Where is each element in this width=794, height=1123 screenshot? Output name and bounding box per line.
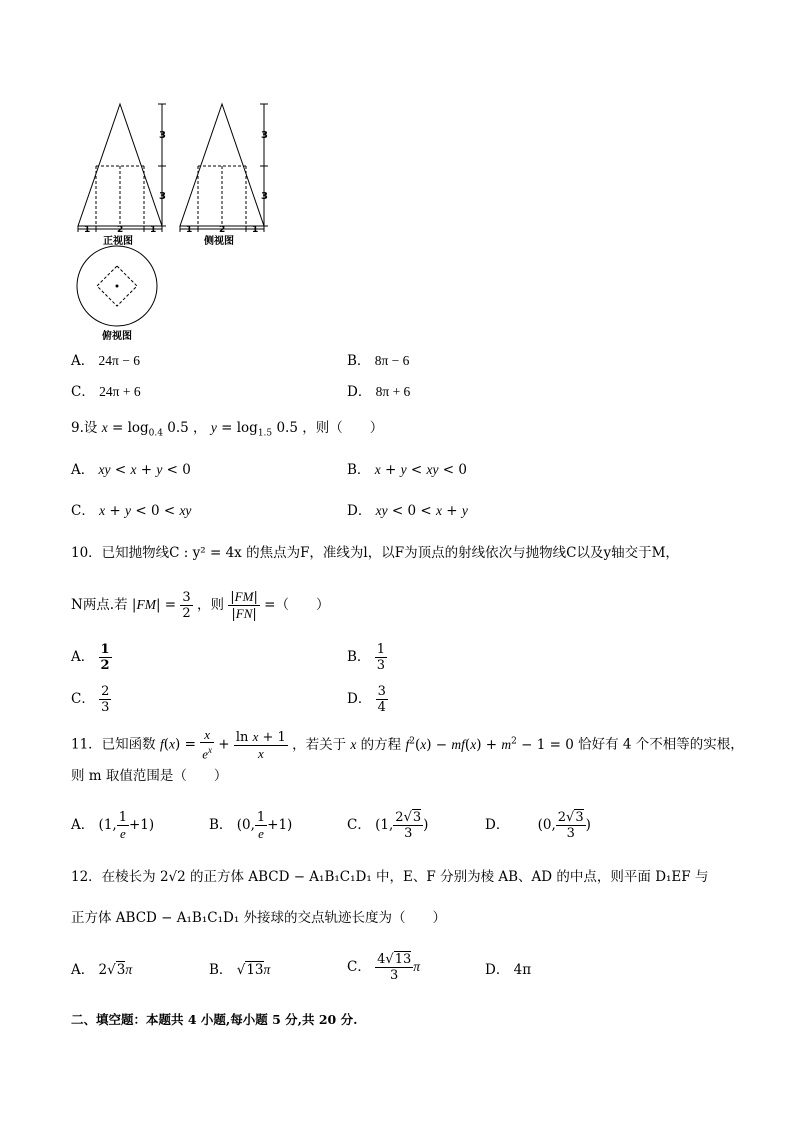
q9-d-label: D． [347, 503, 372, 519]
q10-line2-suffix: =（ ） [264, 597, 330, 613]
q12-d-label: D． [485, 962, 510, 978]
q9-option-d: D． xy < 0 < x + y [347, 503, 468, 519]
q12-line2: 正方体 ABCD − A₁B₁C₁D₁ 外接球的交点轨迹长度为（ ） [71, 910, 447, 926]
q12-d-text: 4π [513, 962, 532, 978]
side-dim-left: 1 [186, 225, 193, 235]
front-view [78, 104, 162, 232]
q11-option-b: B． (0, $\frac{1}{e}$ +1) [209, 810, 293, 841]
q10-line1: 10．已知抛物线C : y² = 4x 的焦点为F，准线为l，以F为顶点的射线依次与抛物线C以及y轴交于M， [71, 545, 679, 561]
q10-option-c: C． $\frac{2}{3}$ [71, 684, 110, 715]
q10-a-label: A． [71, 649, 95, 665]
q10-option-d: D． $\frac{3}{4}$ [347, 684, 386, 715]
q12-option-c: C． $\frac{4√13}{3}$ π [347, 952, 421, 983]
q9-c-label: C． [71, 503, 95, 519]
q8-d-label: D． [347, 384, 372, 400]
side-dim-right: 1 [252, 225, 259, 235]
q12-option-d [485, 960, 531, 980]
q8-c-text: 24π + 6 [99, 384, 141, 399]
q12-option-b: B． √13π [209, 962, 271, 978]
q10-c-label: C． [71, 691, 95, 707]
front-view-label: 正视图 [103, 236, 133, 247]
q9-a-label: A． [71, 462, 95, 478]
q9-b-label: B． [347, 462, 371, 478]
side-dim-mid: 2 [219, 225, 226, 235]
q8-b-label: B． [347, 353, 371, 369]
q12-option-a: A． 2√3π [71, 962, 133, 978]
top-view-label: 俯视图 [102, 331, 132, 342]
q10-line2: N两点.若 |FM| = $\frac{3}{2}$ ，则 $\frac{|FM|}{|FN|}$ =（ ） [71, 589, 330, 622]
q9-option-a: A． xy < x + y < 0 [71, 462, 191, 478]
q9-stem: 9.设 $x = \log_{0.4} 0.5$ ， $y = \log_{1.5} 0.5$ ，则（ ） [71, 420, 384, 439]
q11-line1: 11．已知函数 f(x) = $\frac{x}{e^x}$ + $\frac{\text{ln x + 1}}{x}$ ，若关于 x 的方程 $f^2(x) - mf(x) + m^2 - 1 = 0$ 恰好有 4 个不相等的实根， [71, 727, 744, 762]
three-view-figure [70, 96, 280, 346]
q11-b-label: B． [209, 817, 233, 833]
q8-option-c [71, 382, 141, 402]
q11-line1-prefix: 11．已知函数 [71, 736, 156, 753]
side-dim-bottom: 3 [261, 191, 268, 202]
section2-title: 二、填空题：本题共 4 小题,每小题 5 分,共 20 分. [71, 1012, 358, 1027]
q9-option-b: B． x + y < xy < 0 [347, 462, 467, 478]
side-view-label: 侧视图 [204, 236, 234, 247]
q8-d-text: 8π + 6 [375, 384, 411, 399]
q9-option-c: C． x + y < 0 < xy [71, 503, 192, 519]
q8-option-b [347, 351, 409, 371]
q8-a-label: A． [71, 353, 95, 369]
q11-c-label: C． [347, 817, 371, 833]
q10-line2-prefix: N两点.若 [71, 597, 128, 613]
q12-line1: 12．在棱长为 2√2 的正方体 ABCD − A₁B₁C₁D₁ 中，E、F 分别为棱 AB、AD 的中点，则平面 D₁EF 与 [71, 869, 709, 885]
q9-formula: x [101, 420, 108, 435]
q8-b-text: 8π − 6 [374, 353, 410, 368]
front-dim-bottom: 3 [159, 191, 166, 202]
q8-a-text: 24π − 6 [98, 353, 140, 368]
q8-option-d [347, 382, 410, 402]
front-dim-mid: 2 [117, 225, 124, 235]
q8-option-a [71, 351, 140, 371]
q11-line2: 则 m 取值范围是（ ） [71, 768, 228, 784]
front-dim-top: 3 [159, 130, 166, 141]
q11-d-label: D． [485, 817, 510, 833]
q11-line1-suffix: 恰好有 4 个不相等的实根， [578, 736, 744, 753]
q11-option-a: A． (1, $\frac{1}{e}$ +1) [71, 810, 155, 841]
q10-b-label: B． [347, 649, 371, 665]
side-view [180, 104, 268, 232]
q10-option-b: B． $\frac{1}{3}$ [347, 642, 385, 673]
q12-c-label: C． [347, 959, 371, 975]
front-dim-right: 1 [150, 225, 157, 235]
q11-a-label: A． [71, 817, 95, 833]
q11-option-c: C． (1, $\frac{2√3}{3}$ ) [347, 810, 429, 841]
q9-stem-prefix: 9.设 [71, 420, 98, 436]
top-view-apex-dot [116, 285, 119, 288]
q10-d-label: D． [347, 691, 372, 707]
side-dim-top: 3 [261, 130, 268, 141]
q11-option-d: D． (0, $\frac{2√3}{3}$ ) [485, 810, 591, 841]
q8-c-label: C． [71, 384, 95, 400]
front-dim-left: 1 [84, 225, 91, 235]
q9-stem-suffix: ，则（ ） [302, 420, 384, 436]
q12-a-label: A． [71, 962, 95, 978]
q10-option-a: A． $\frac{1}{2}$ [71, 642, 110, 673]
q12-b-label: B． [209, 962, 233, 978]
